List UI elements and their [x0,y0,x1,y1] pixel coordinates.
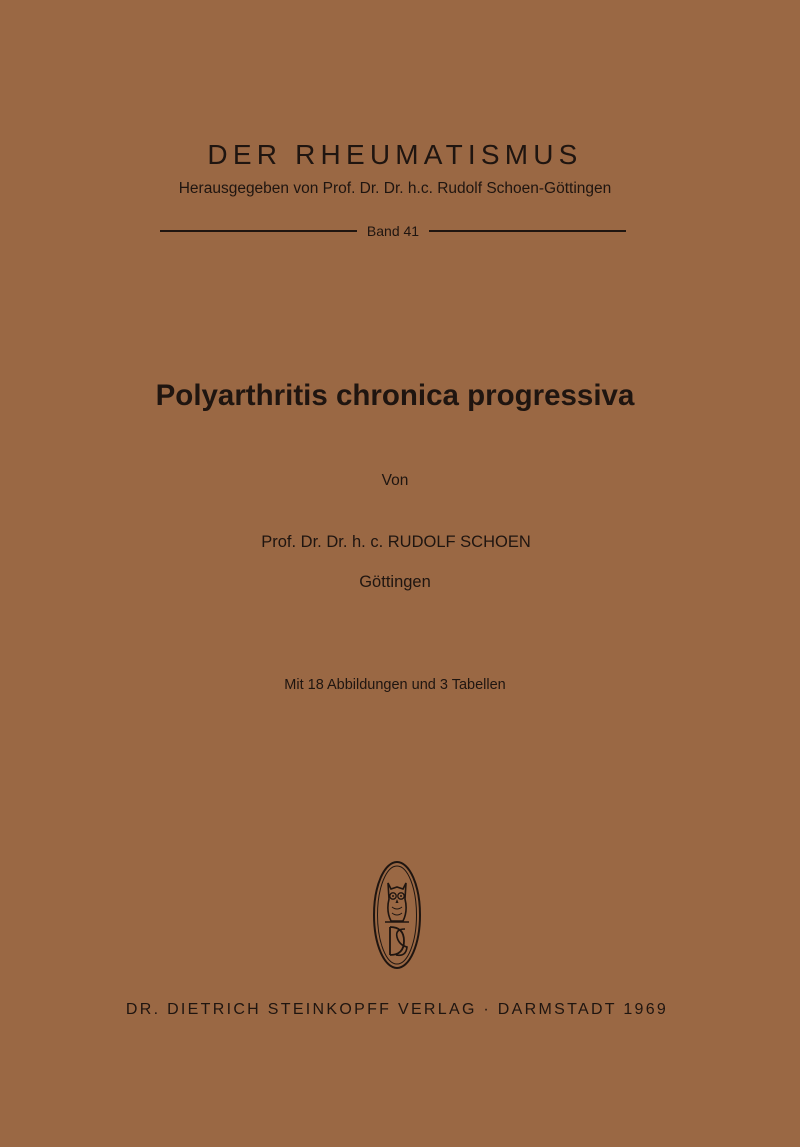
by-label: Von [381,472,409,489]
author-city: Göttingen [359,573,431,591]
divider-right [429,230,626,231]
publisher-line: DR. DIETRICH STEINKOPFF VERLAG · DARMSTADT 1969 [125,1001,669,1018]
illustrations-note: Mit 18 Abbildungen und 3 Tabellen [284,677,506,693]
book-title: Polyarthritis chronica progressiva [155,379,635,412]
author-name: Prof. Dr. Dr. h. c. RUDOLF SCHOEN [261,533,531,551]
volume-label: Band 41 [366,223,420,239]
series-editor: Herausgegeben von Prof. Dr. Dr. h.c. Rudolf Schoen-Göttingen [178,180,612,197]
volume-row [160,221,626,241]
divider-left [160,230,357,231]
series-title: DER RHEUMATISMUS [207,139,583,170]
owl-emblem-icon [372,859,422,971]
